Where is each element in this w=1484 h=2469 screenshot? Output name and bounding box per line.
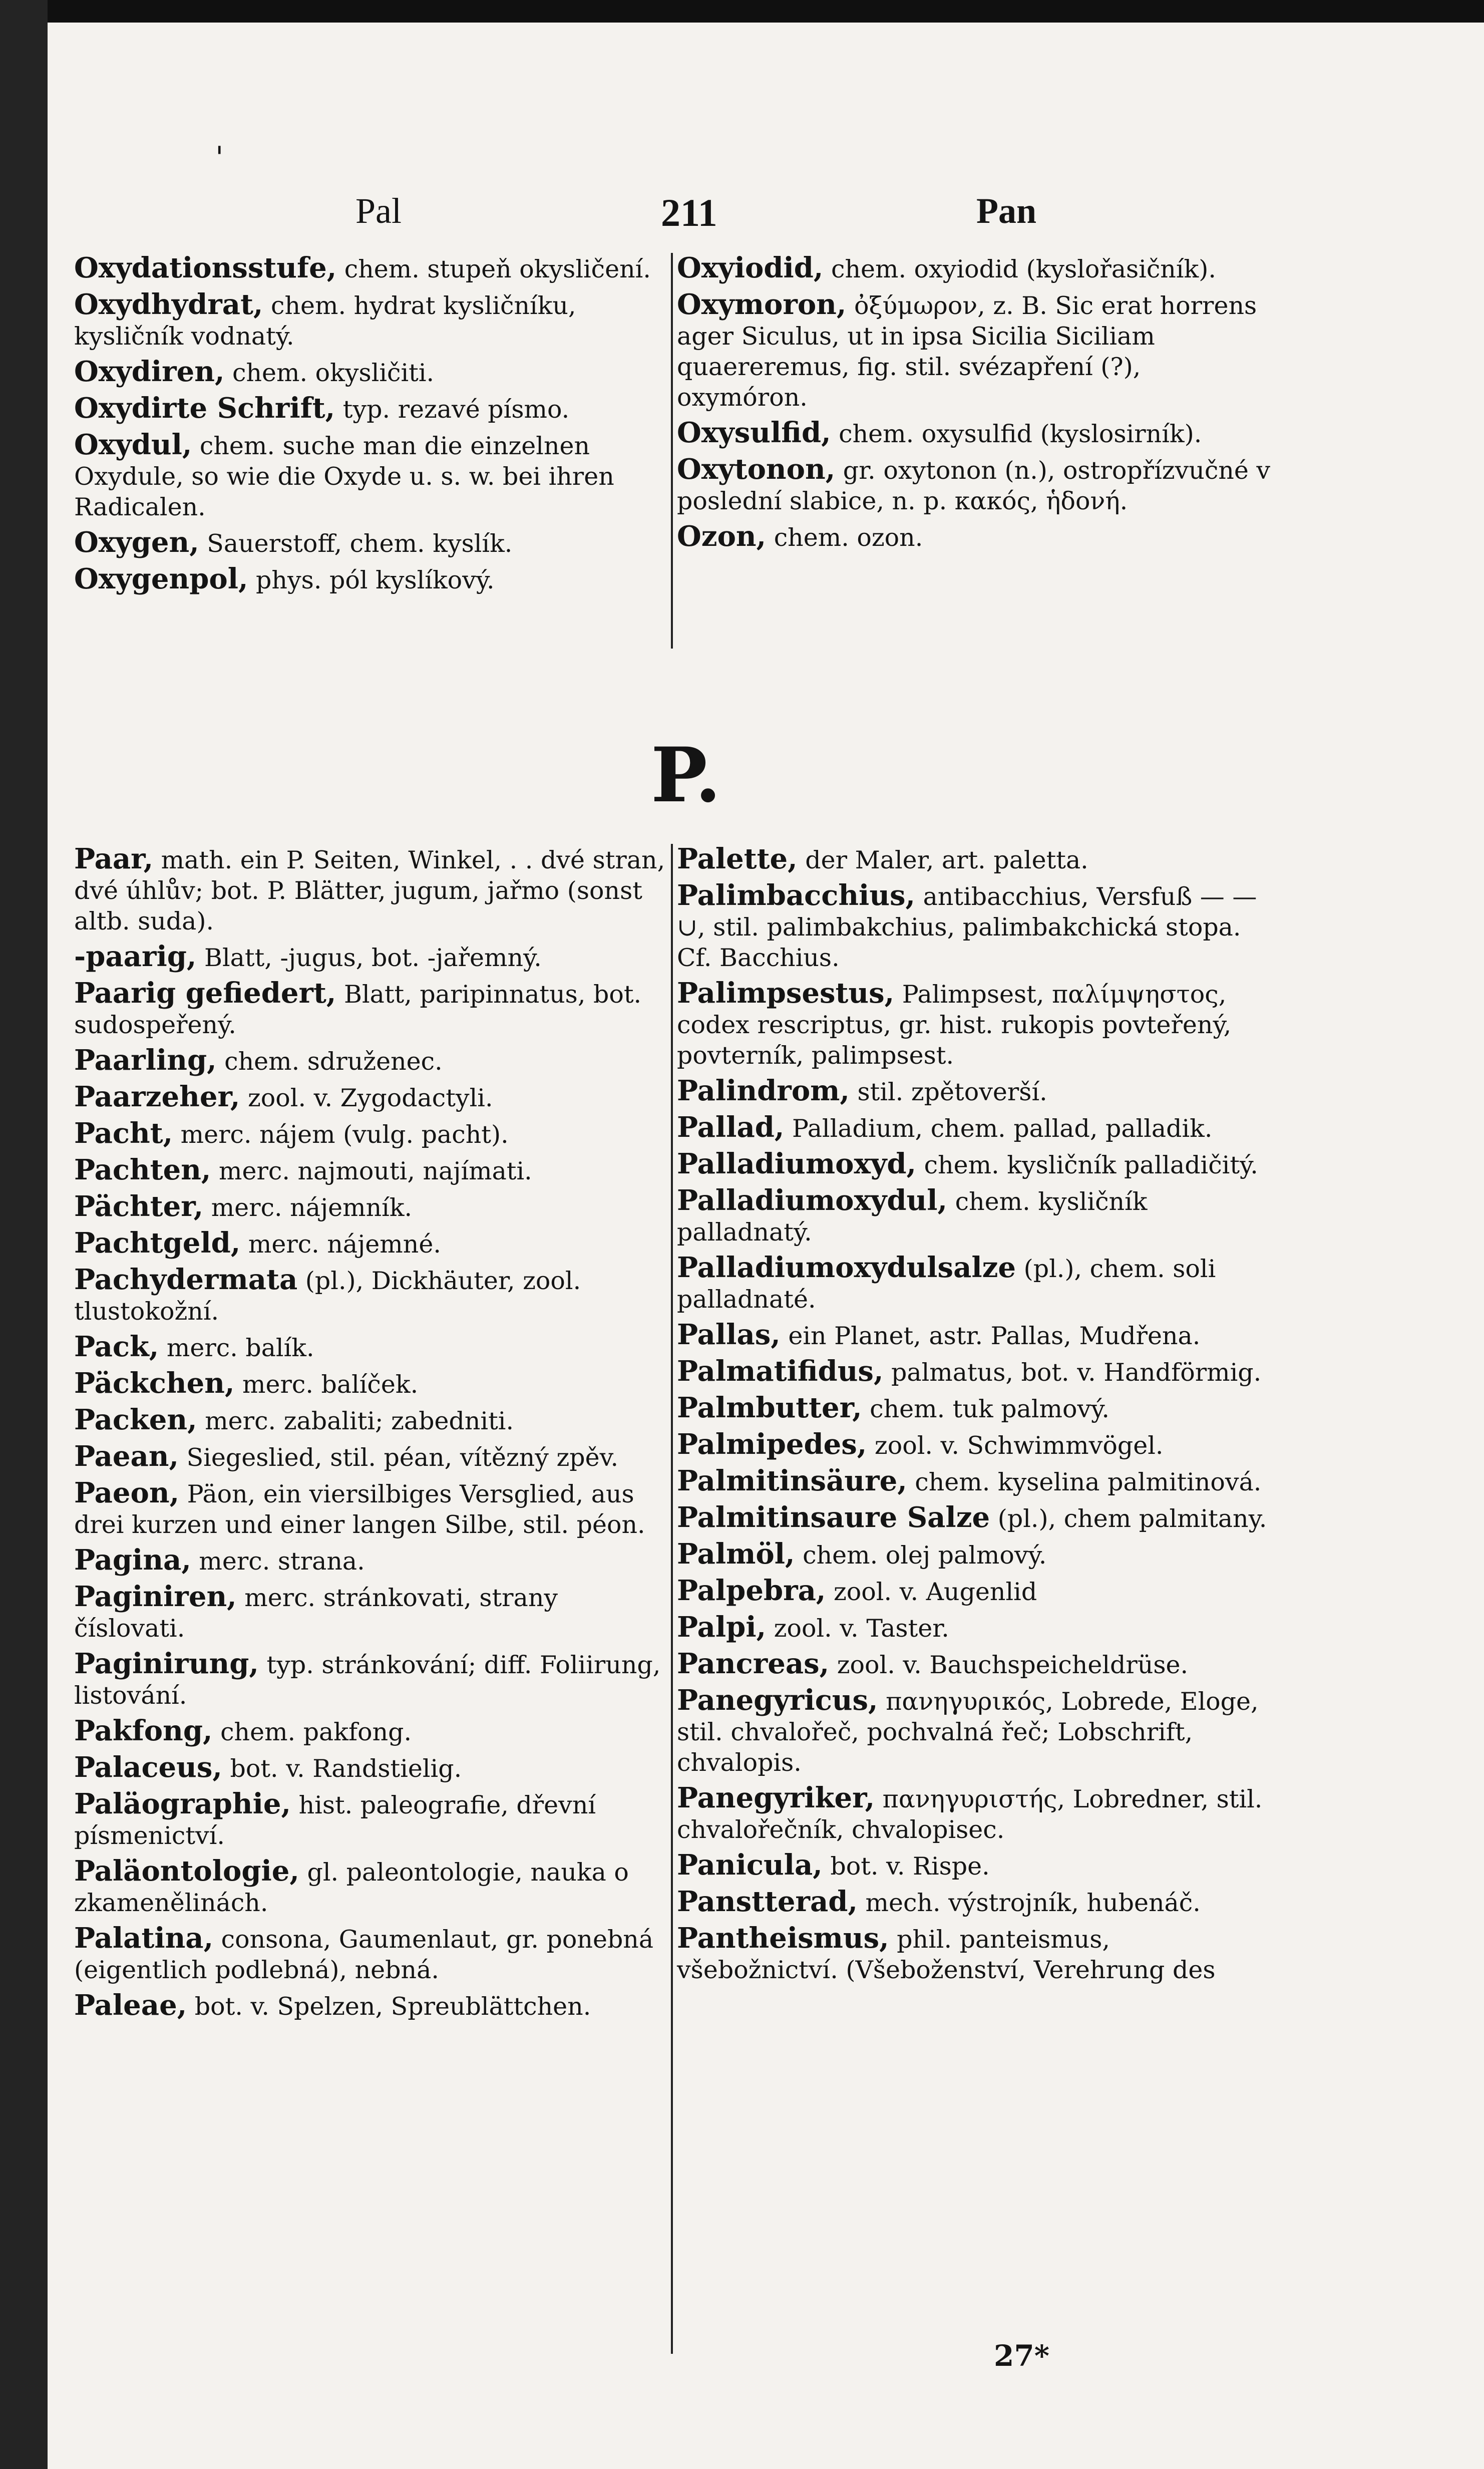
dictionary-entry <box>74 1789 670 1851</box>
entry-definition: merc. balíček. <box>234 1370 419 1399</box>
dictionary-entry <box>677 253 1273 284</box>
dictionary-entry <box>74 1649 670 1711</box>
entry-definition: zool. v. Bauchspeicheldrüse. <box>829 1651 1189 1679</box>
entry-headword: Paarling, <box>74 1044 217 1077</box>
dictionary-entry <box>677 521 1273 553</box>
entry-definition: chem. kysličník palladičitý. <box>916 1151 1258 1179</box>
entry-headword: Oxydationsstufe, <box>74 251 337 284</box>
section-letter: P. <box>651 731 721 819</box>
entry-definition: πανηγυριστής, Lobredner, stil. chvalořečník, chvalopisec. <box>677 1785 1263 1844</box>
column-bottom-right <box>677 844 1273 1990</box>
dictionary-entry <box>74 1856 670 1918</box>
dictionary-entry <box>74 1332 670 1363</box>
dictionary-entry <box>677 1429 1273 1461</box>
entry-headword: Pantheismus, <box>677 1922 889 1955</box>
entry-headword: Panegyriker, <box>677 1781 875 1814</box>
entry-definition: merc. najmouti, najímati. <box>211 1157 532 1185</box>
entry-definition: ein Planet, astr. Pallas, Mudřena. <box>780 1322 1201 1350</box>
dictionary-entry <box>677 1612 1273 1644</box>
entry-headword: Pancreas, <box>677 1647 830 1680</box>
dictionary-entry <box>677 1112 1273 1144</box>
entry-definition: merc. zabaliti; zabedniti. <box>197 1407 514 1435</box>
tick-mark: ' <box>215 140 224 175</box>
dictionary-entry <box>74 289 670 352</box>
dictionary-entry <box>74 1368 670 1400</box>
page-header <box>0 180 1484 250</box>
dictionary-entry <box>677 1076 1273 1107</box>
entry-definition: mech. výstrojník, hubenáč. <box>857 1889 1201 1917</box>
dictionary-entry <box>74 1478 670 1540</box>
dictionary-entry <box>677 418 1273 449</box>
dictionary-entry <box>74 430 670 522</box>
entry-headword: Paarig gefiedert, <box>74 977 336 1010</box>
dictionary-entry <box>74 393 670 425</box>
dictionary-entry <box>74 1045 670 1077</box>
entry-headword: Oxygenpol, <box>74 562 248 595</box>
dictionary-entry <box>677 1466 1273 1497</box>
entry-definition: palmatus, bot. v. Handförmig. <box>883 1358 1262 1387</box>
entry-headword: Palatina, <box>74 1922 214 1955</box>
dictionary-entry <box>677 978 1273 1071</box>
entry-definition: chem. oxyiodid (kyslořasičník). <box>823 255 1216 283</box>
entry-definition: merc. nájem (vulg. pacht). <box>173 1120 509 1149</box>
entry-definition: merc. balík. <box>159 1334 314 1362</box>
entry-headword: Panegyricus, <box>677 1684 878 1717</box>
entry-definition: (pl.), Dickhäuter, zool. tlustokožní. <box>74 1267 581 1326</box>
dictionary-entry <box>677 1539 1273 1571</box>
dictionary-entry <box>677 1783 1273 1845</box>
dictionary-entry <box>677 880 1273 973</box>
header-left-guide: Pal <box>355 191 402 231</box>
entry-definition: merc. nájemník. <box>203 1193 413 1222</box>
entry-headword: Paean, <box>74 1440 179 1473</box>
entry-definition: chem. sdruženec. <box>216 1047 443 1076</box>
entry-headword: Oxymoron, <box>677 288 847 321</box>
entry-definition: Sauerstoff, chem. kyslík. <box>199 529 513 558</box>
entry-headword: Packen, <box>74 1403 197 1436</box>
entry-definition: chem. suche man die einzelnen Oxydule, so wie die Oxyde u. s. w. bei ihren Radicalen. <box>74 432 614 521</box>
entry-headword: Pack, <box>74 1330 159 1363</box>
entry-definition: zool. v. Taster. <box>766 1614 949 1643</box>
dictionary-entry <box>74 1191 670 1223</box>
entry-definition: hist. paleografie, dřevní písmenictví. <box>74 1791 596 1850</box>
entry-headword: Oxygen, <box>74 526 199 559</box>
entry-headword: Paleae, <box>74 1989 187 2022</box>
entry-headword: Pakfong, <box>74 1714 213 1747</box>
entry-headword: Palmatifidus, <box>677 1355 884 1388</box>
entry-headword: Palmitinsäure, <box>677 1464 907 1497</box>
entry-definition: (pl.), chem. soli palladnaté. <box>677 1255 1216 1314</box>
entry-headword: Oxydhydrat, <box>74 288 263 321</box>
entry-headword: Paläographie, <box>74 1787 291 1820</box>
entry-definition: πανηγυρικός, Lobrede, Eloge, stil. chvalořeč, pochvalná řeč; Lobschrift, chvalopis. <box>677 1687 1259 1777</box>
column-divider-top <box>671 253 673 649</box>
dictionary-entry <box>74 1545 670 1577</box>
dictionary-entry <box>677 1149 1273 1180</box>
entry-definition: ὀξύμωρον, z. B. Sic erat horrens ager Siculus, ut in ipsa Sicilia Siciliam quaereremus, fig. stil. svézapření (?), oxymóron. <box>677 291 1257 412</box>
entry-definition: typ. rezavé písmo. <box>335 395 570 424</box>
entry-headword: Palpebra, <box>677 1574 826 1607</box>
dictionary-entry <box>677 1393 1273 1424</box>
dictionary-entry <box>677 1923 1273 1985</box>
dictionary-entry <box>74 1716 670 1747</box>
entry-headword: Paginiren, <box>74 1580 237 1613</box>
entry-definition: Palimpsest, παλίμψηστος, codex rescriptus, gr. hist. rukopis povteřený, povterník, palimpsest. <box>677 980 1232 1070</box>
dictionary-entry <box>74 1082 670 1113</box>
entry-definition: Blatt, -jugus, bot. -jařemný. <box>196 944 542 972</box>
entry-headword: Pachten, <box>74 1153 211 1186</box>
dictionary-entry <box>74 1228 670 1260</box>
column-divider-bottom <box>671 844 673 2354</box>
dictionary-entry <box>74 942 670 973</box>
entry-headword: Palladiumoxydul, <box>677 1184 948 1217</box>
entry-definition: Siegeslied, stil. péan, vítězný zpěv. <box>179 1443 619 1472</box>
entry-definition: bot. v. Spelzen, Spreublättchen. <box>187 1992 591 2021</box>
entry-definition: zool. v. Augenlid <box>826 1578 1037 1606</box>
entry-headword: Paläontologie, <box>74 1855 299 1888</box>
entry-headword: Pächter, <box>74 1190 204 1223</box>
dictionary-entry <box>74 1923 670 1985</box>
entry-definition: der Maler, art. paletta. <box>797 846 1088 874</box>
header-right-guide: Pan <box>976 191 1037 231</box>
dictionary-entry <box>74 527 670 559</box>
entry-headword: Paginirung, <box>74 1647 259 1680</box>
entry-headword: Pacht, <box>74 1117 173 1150</box>
entry-headword: Panicula, <box>677 1848 823 1882</box>
entry-headword: Oxysulfid, <box>677 416 831 449</box>
printer-signature: 27* <box>994 2339 1050 2373</box>
entry-headword: Palmipedes, <box>677 1428 867 1461</box>
dictionary-entry <box>677 1356 1273 1388</box>
dictionary-entry <box>677 454 1273 516</box>
entry-headword: Palmöl, <box>677 1537 795 1571</box>
entry-headword: Paarzeher, <box>74 1080 240 1113</box>
entry-definition: chem. kysličník palladnatý. <box>677 1187 1148 1247</box>
entry-definition: bot. v. Rispe. <box>822 1852 990 1881</box>
entry-headword: Pachydermata <box>74 1263 298 1296</box>
entry-headword: Palimpsestus, <box>677 977 895 1010</box>
entry-definition: chem. kyselina palmitinová. <box>907 1468 1262 1496</box>
dictionary-entry <box>74 1990 670 2022</box>
entry-headword: Pachtgeld, <box>74 1226 241 1260</box>
entry-definition: (pl.), chem palmitany. <box>990 1504 1267 1533</box>
entry-definition: chem. okysličiti. <box>224 359 435 387</box>
entry-definition: chem. tuk palmový. <box>862 1395 1109 1423</box>
entry-headword: Pagina, <box>74 1544 191 1577</box>
entry-headword: Palmbutter, <box>677 1391 862 1424</box>
entry-definition: merc. strana. <box>191 1547 365 1576</box>
entry-definition: bot. v. Randstielig. <box>222 1754 462 1783</box>
entry-definition: consona, Gaumenlaut, gr. ponebná (eigentlich podlebná), nebná. <box>74 1925 654 1984</box>
entry-definition: phys. pól kyslíkový. <box>248 566 495 594</box>
dictionary-entry <box>677 844 1273 875</box>
entry-headword: Palindrom, <box>677 1074 850 1107</box>
entry-definition: phil. panteismus, všebožnictví. (Všeboženství, Verehrung des <box>677 1925 1216 1984</box>
entry-definition: merc. nájemné. <box>240 1230 441 1259</box>
scan-top-edge <box>0 0 1484 23</box>
dictionary-entry <box>677 1185 1273 1248</box>
dictionary-entry <box>677 1576 1273 1607</box>
dictionary-entry <box>74 1405 670 1436</box>
entry-headword: Oxytonon, <box>677 453 836 486</box>
dictionary-entry <box>677 1685 1273 1778</box>
entry-definition: Palladium, chem. pallad, palladik. <box>784 1114 1213 1143</box>
entry-headword: Palladiumoxyd, <box>677 1147 917 1180</box>
entry-definition: gl. paleontologie, nauka o zkamenělinách. <box>74 1858 629 1917</box>
scan-left-edge <box>0 0 48 2469</box>
dictionary-entry <box>74 978 670 1040</box>
dictionary-entry <box>677 1320 1273 1351</box>
dictionary-entry <box>677 1649 1273 1680</box>
dictionary-entry <box>677 1887 1273 1918</box>
column-bottom-left <box>74 844 670 2027</box>
entry-definition: antibacchius, Versfuß — — ∪, stil. palimbakchius, palimbakchická stopa. Cf. Bacchius. <box>677 882 1257 972</box>
entry-definition: chem. ozon. <box>766 523 923 552</box>
entry-headword: Pallas, <box>677 1318 781 1351</box>
entry-headword: Palpi, <box>677 1611 767 1644</box>
entry-definition: math. ein P. Seiten, Winkel, . . dvé stran, dvé úhlův; bot. P. Blätter, jugum, jařmo (sonst altb. suda). <box>74 846 665 936</box>
dictionary-entry <box>74 844 670 937</box>
entry-headword: Oxydirte Schrift, <box>74 392 335 425</box>
entry-headword: Palladiumoxydulsalze <box>677 1251 1016 1284</box>
entry-headword: Oxydul, <box>74 428 192 461</box>
entry-definition: zool. v. Schwimmvögel. <box>867 1431 1164 1460</box>
entry-headword: Oxydiren, <box>74 355 225 388</box>
entry-headword: Palmitinsaure Salze <box>677 1501 990 1534</box>
entry-definition: Blatt, paripinnatus, bot. sudospeřený. <box>74 980 642 1039</box>
entry-definition: zool. v. Zygodactyli. <box>240 1084 493 1112</box>
entry-definition: gr. oxytonon (n.), ostropřízvučné v poslední slabice, n. p. κακός, ἡδονή. <box>677 456 1271 515</box>
entry-definition: typ. stránkování; diff. Foliirung, listování. <box>74 1651 661 1710</box>
entry-headword: Ozon, <box>677 520 767 553</box>
entry-headword: Palaceus, <box>74 1751 222 1784</box>
entry-headword: Paar, <box>74 842 154 875</box>
dictionary-entry <box>74 1155 670 1186</box>
column-top-left <box>74 253 670 600</box>
dictionary-entry <box>74 1265 670 1327</box>
entry-definition: stil. zpětoverší. <box>849 1078 1047 1106</box>
entry-headword: Paeon, <box>74 1476 180 1509</box>
dictionary-entry <box>677 289 1273 413</box>
entry-headword: Pallad, <box>677 1111 785 1144</box>
entry-headword: Päckchen, <box>74 1367 235 1400</box>
dictionary-entry <box>74 357 670 388</box>
entry-definition: merc. stránkovati, strany číslovati. <box>74 1584 558 1643</box>
entry-headword: Palette, <box>677 842 798 875</box>
entry-definition: chem. stupeň okysličení. <box>336 255 651 283</box>
dictionary-entry <box>74 1752 670 1784</box>
dictionary-entry <box>74 1118 670 1150</box>
entry-headword: Oxyiodid, <box>677 251 824 284</box>
entry-definition: chem. hydrat kysličníku, kysličník vodnatý. <box>74 291 576 351</box>
entry-headword: -paarig, <box>74 940 197 973</box>
entry-definition: chem. oxysulfid (kyslosirník). <box>831 420 1202 448</box>
dictionary-entry <box>74 253 670 284</box>
dictionary-entry <box>677 1502 1273 1534</box>
page-number: 211 <box>661 191 717 234</box>
column-top-right <box>677 253 1273 558</box>
entry-definition: chem. pakfong. <box>212 1718 412 1746</box>
dictionary-entry <box>677 1253 1273 1315</box>
dictionary-entry <box>74 1582 670 1644</box>
entry-headword: Palimbacchius, <box>677 879 916 912</box>
dictionary-entry <box>677 1850 1273 1882</box>
entry-headword: Panstterad, <box>677 1885 858 1918</box>
entry-definition: chem. olej palmový. <box>795 1541 1047 1570</box>
dictionary-entry <box>74 1441 670 1473</box>
entry-definition: Päon, ein viersilbiges Versglied, aus drei kurzen und einer langen Silbe, stil. péon. <box>74 1480 645 1539</box>
dictionary-entry <box>74 564 670 595</box>
